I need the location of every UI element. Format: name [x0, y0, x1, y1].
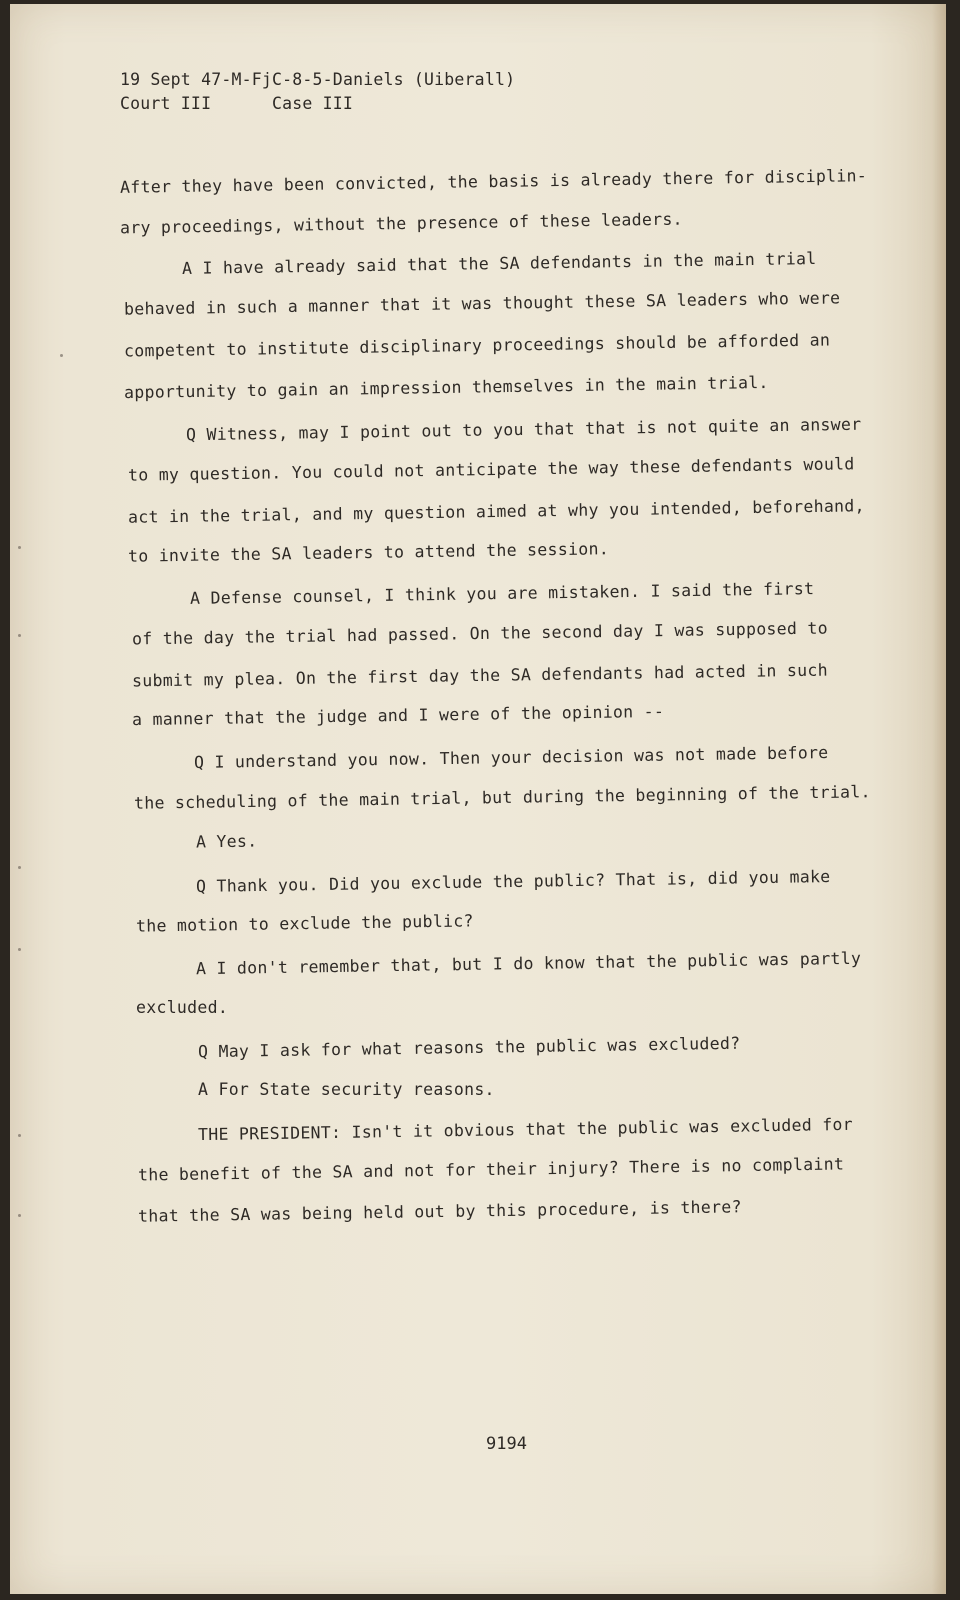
body-line-17: A Yes. — [195, 831, 258, 852]
body-line-16: the scheduling of the main trial, but during the beginning of the trial. — [133, 782, 871, 813]
body-line-10: to invite the SA leaders to attend the session. — [127, 539, 610, 566]
body-line-25: the benefit of the SA and not for their injury? There is no complaint — [137, 1154, 845, 1185]
document-page — [10, 4, 946, 1594]
body-line-22: Q May I ask for what reasons the public was excluded? — [197, 1033, 741, 1062]
body-line-19: the motion to exclude the public? — [135, 911, 474, 936]
body-line-6: apportunity to gain an impression themselves in the main trial. — [123, 372, 769, 403]
body-line-15: Q I understand you now. Then your decision was not made before — [193, 743, 829, 772]
body-line-20: A I don't remember that, but I do know that the public was partly — [195, 948, 862, 979]
scan-speck — [18, 1134, 21, 1137]
header-court: Court III — [120, 94, 212, 113]
body-line-2: ary proceedings, without the presence of these leaders. — [119, 209, 683, 238]
body-line-3: A I have already said that the SA defendants in the main trial — [181, 249, 817, 278]
scan-speck — [18, 634, 21, 637]
body-line-1: After they have been convicted, the basis is already there for disciplin- — [119, 166, 868, 197]
header-case: Case III — [272, 94, 354, 113]
body-line-12: of the day the trial had passed. On the second day I was supposed to — [131, 618, 829, 649]
scan-speck — [18, 866, 21, 869]
body-line-8: to my question. You could not anticipate the way these defendants would — [127, 454, 855, 485]
body-line-24: THE PRESIDENT: Isn't it obvious that the public was excluded for — [197, 1114, 854, 1145]
header-line-1: 19 Sept 47-M-FjC-8-5-Daniels (Uiberall) — [120, 70, 516, 89]
scan-speck — [60, 354, 63, 357]
body-line-5: competent to institute disciplinary proceedings should be afforded an — [123, 330, 831, 361]
body-line-23: A For State security reasons. — [198, 1080, 495, 1099]
body-line-18: Q Thank you. Did you exclude the public? That is, did you make — [195, 867, 831, 896]
scan-speck — [18, 546, 21, 549]
body-line-26: that the SA was being held out by this procedure, is there? — [137, 1197, 742, 1226]
page-number: 9194 — [486, 1434, 527, 1454]
body-line-14: a manner that the judge and I were of the opinion -- — [131, 701, 665, 730]
scan-speck — [18, 1214, 21, 1217]
body-line-7: Q Witness, may I point out to you that that is not quite an answer — [185, 414, 862, 445]
page-edge-shadow — [932, 4, 946, 1594]
body-line-9: act in the trial, and my question aimed at why you intended, beforehand, — [127, 496, 865, 527]
body-line-21: excluded. — [136, 998, 229, 1017]
body-line-11: A Defense counsel, I think you are mistaken. I said the first — [189, 579, 815, 608]
scan-speck — [18, 948, 21, 951]
body-line-4: behaved in such a manner that it was thought these SA leaders who were — [123, 288, 841, 319]
body-line-13: submit my plea. On the first day the SA defendants had acted in such — [131, 660, 829, 691]
